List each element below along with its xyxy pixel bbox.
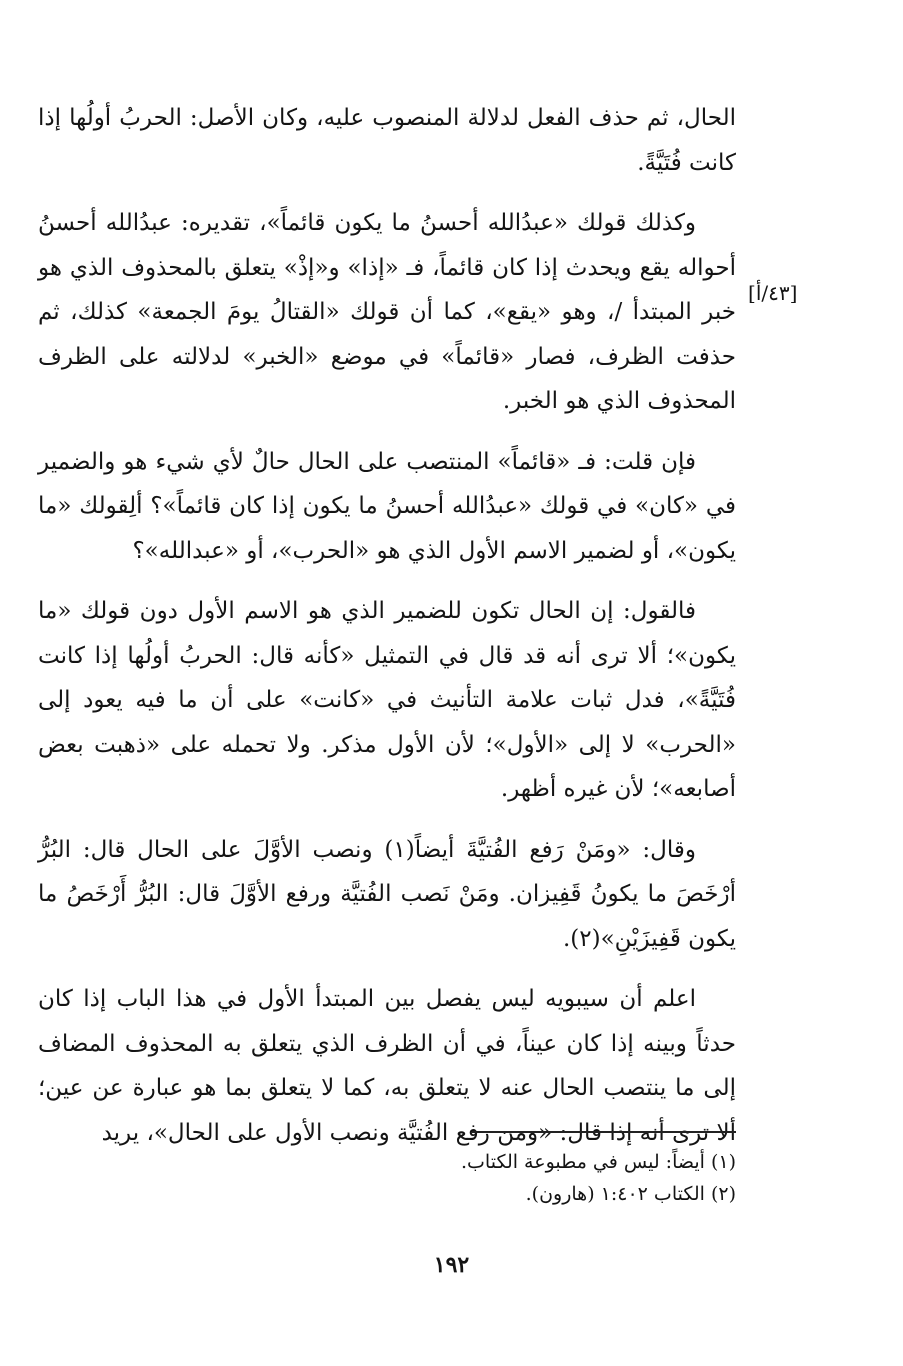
paragraph-5: وقال: «ومَنْ رَفع الفُتيَّةَ أيضاً(١) ونصب الأوَّلَ على الحال قال: البُرُّ أرْخَصَ ما يكونُ قَفِيزان. ومَنْ نَصب الفُتيَّة ورفع الأوَّلَ قال: البُرُّ أَرْخَصُ ما يكون قَفِيزَيْنِ»(٢).	[38, 836, 736, 952]
main-text	[38, 96, 736, 1171]
paragraph-6: اعلم أن سيبويه ليس يفصل بين المبتدأ الأول في هذا الباب إذا كان حدثاً وبينه إذا كان عيناً، في أن الظرف الذي يتعلق به المحذوف المضاف إلى ما ينتصب الحال عنه لا يتعلق به، كما لا يتعلق بما هو عبارة عن عين؛ ألا ترى أنه إذا قال: «ومن رفع الفُتيَّة ونصب الأول على الحال»، يريد	[38, 986, 736, 1146]
footnotes	[236, 1146, 736, 1210]
paragraph-4: فالقول: إن الحال تكون للضمير الذي هو الاسم الأول دون قولك «ما يكون»؛ ألا ترى أنه قد قال في التمثيل «كأنه قال: الحربُ أولُها إذا كانت فُتَيَّةً»، فدل ثبات علامة التأنيث في «كانت» على أن ما فيه يعود إلى «الحرب» لا إلى «الأول»؛ لأن الأول مذكر. ولا تحمله على «ذهبت بعض أصابعه»؛ لأن غيره أظهر.	[38, 598, 736, 802]
footnote-divider	[472, 1131, 736, 1133]
manuscript-folio-marker: [٤٣/أ]	[748, 281, 798, 305]
page-number: ١٩٢	[433, 1252, 470, 1278]
paragraph-1: الحال، ثم حذف الفعل لدلالة المنصوب عليه، وكان الأصل: الحربُ أولُها إذا كانت فُتَيَّةً.	[38, 105, 736, 176]
footnote-1: (١) أيضاً: ليس في مطبوعة الكتاب.	[461, 1151, 736, 1173]
paragraph-2: وكذلك قولك «عبدُالله أحسنُ ما يكون قائماً»، تقديره: عبدُالله أحسنُ أحواله يقع ويحدث إذا كان قائماً، فـ «إذا» و«إذْ» يتعلق بالمحذوف الذي هو خبر المبتدأ /، وهو «يقع»، كما أن قولك «القتالُ يومَ الجمعة» كذلك، ثم حذفت الظرف، فصار «قائماً» في موضع «الخبر» لدلالته على الظرف المحذوف الذي هو الخبر.	[38, 210, 736, 414]
paragraph-3: فإن قلت: فـ «قائماً» المنتصب على الحال حالٌ لأي شيء هو والضمير في «كان» في قولك «عبدُالله أحسنُ ما يكون إذا كان قائماً»؟ ألِقولك «ما يكون»، أو لضمير الاسم الأول الذي هو «الحرب»، أو «عبدالله»؟	[38, 448, 736, 564]
footnote-2: (٢) الكتاب ١:٤٠٢ (هارون).	[525, 1183, 736, 1205]
